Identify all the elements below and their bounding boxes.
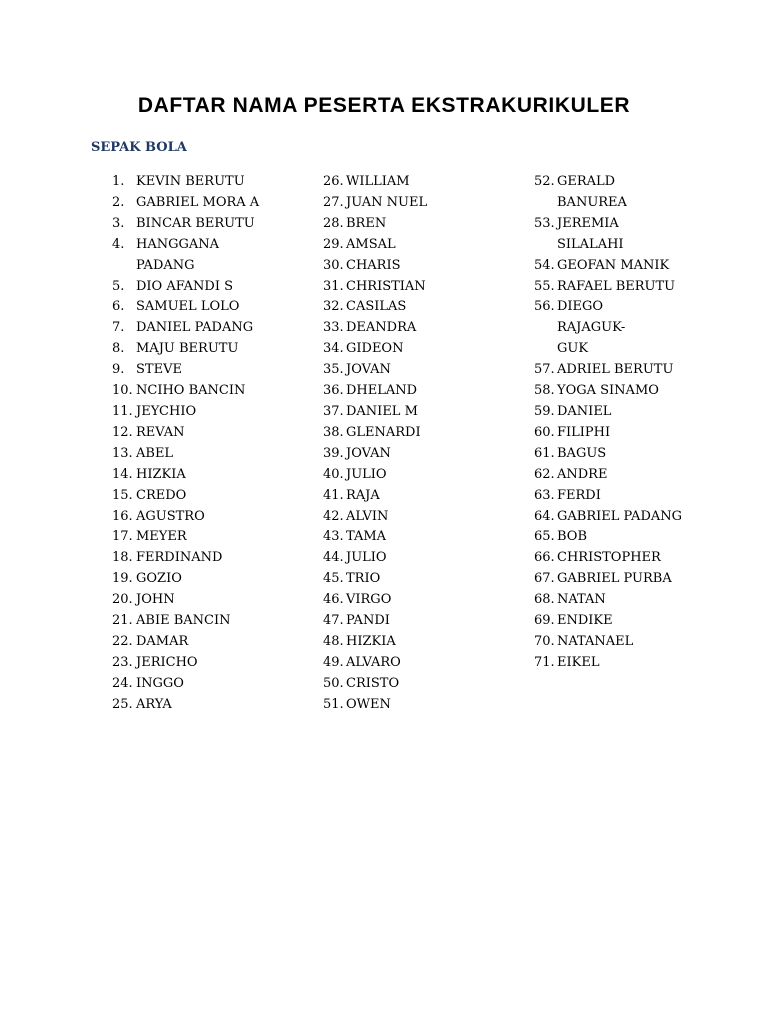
- participant-number: 27.: [323, 194, 344, 210]
- participant-item: [112, 297, 287, 318]
- participant-name: JEREMIA SILALAHI: [557, 215, 624, 252]
- participant-item: [534, 277, 684, 298]
- participant-name: BREN: [346, 215, 387, 231]
- participant-number: 34.: [323, 341, 344, 357]
- participant-item: [112, 507, 287, 528]
- participant-number: 11.: [112, 403, 133, 419]
- participant-number: 48.: [323, 633, 344, 649]
- participant-item: [323, 695, 503, 716]
- participant-number: 63.: [534, 487, 555, 503]
- participant-number: 71.: [534, 654, 555, 670]
- participant-number: 65.: [534, 529, 555, 545]
- participant-name: NATAN: [557, 592, 606, 608]
- participant-number: 61.: [534, 445, 555, 461]
- participant-number: 2.: [112, 194, 125, 210]
- participant-item: [323, 360, 503, 381]
- participant-number: 47.: [323, 613, 344, 629]
- participant-item: [534, 172, 684, 214]
- participant-number: 67.: [534, 571, 555, 587]
- participant-number: 20.: [112, 592, 133, 608]
- participant-name: JULIO: [346, 550, 387, 566]
- participant-item: [534, 632, 684, 653]
- participant-name: DIEGO RAJAGUK- GUK: [557, 299, 626, 357]
- participant-name: RAFAEL BERUTU: [557, 278, 676, 294]
- participant-name: CREDO: [136, 487, 187, 503]
- participant-item: [323, 423, 503, 444]
- participant-number: 41.: [323, 487, 344, 503]
- participant-item: [534, 527, 684, 548]
- participant-item: [323, 172, 503, 193]
- participant-item: [534, 214, 684, 256]
- participant-name: VIRGO: [346, 592, 392, 608]
- participant-item: [112, 193, 287, 214]
- participant-number: 24.: [112, 675, 133, 691]
- participant-number: 40.: [323, 466, 344, 482]
- participant-item: [112, 611, 287, 632]
- participant-item: [112, 569, 287, 590]
- participant-number: 8.: [112, 341, 125, 357]
- participant-number: 25.: [112, 696, 133, 712]
- participant-name: GOZIO: [136, 571, 182, 587]
- participant-number: 12.: [112, 424, 133, 440]
- participant-name: HIZKIA: [346, 633, 396, 649]
- participant-item: [534, 402, 684, 423]
- participant-item: [323, 339, 503, 360]
- participant-number: 17.: [112, 529, 133, 545]
- participant-item: [112, 695, 287, 716]
- participant-name: HIZKIA: [136, 466, 186, 482]
- participant-number: 5.: [112, 278, 125, 294]
- participant-item: [534, 381, 684, 402]
- participant-item: [112, 339, 287, 360]
- participant-name: ENDIKE: [557, 613, 613, 629]
- participant-name: GERALD BANUREA: [557, 174, 627, 210]
- participant-number: 62.: [534, 466, 555, 482]
- participant-name: CHRISTOPHER: [557, 550, 661, 566]
- participant-name: AMSAL: [346, 236, 396, 252]
- participant-number: 60.: [534, 424, 555, 440]
- participant-name: DEANDRA: [346, 320, 417, 336]
- participant-name: WILLIAM: [346, 174, 410, 189]
- participant-item: [323, 632, 503, 653]
- participant-item: [323, 674, 503, 695]
- participant-number: 18.: [112, 550, 133, 566]
- participant-number: 58.: [534, 383, 555, 399]
- participant-item: [323, 318, 503, 339]
- participant-name: ADRIEL BERUTU: [557, 362, 674, 378]
- participant-name: BOB: [557, 529, 588, 545]
- participant-number: 51.: [323, 696, 344, 712]
- participant-name: REVAN: [136, 424, 185, 440]
- participant-number: 30.: [323, 257, 344, 273]
- participant-item: [323, 611, 503, 632]
- participant-item: [112, 214, 287, 235]
- participant-column-1: [112, 172, 287, 716]
- participant-name: GABRIEL PURBA: [557, 571, 672, 587]
- participant-item: [323, 256, 503, 277]
- participant-number: 38.: [323, 424, 344, 440]
- participant-number: 66.: [534, 550, 555, 566]
- participant-number: 57.: [534, 362, 555, 378]
- participant-name: DANIEL M: [346, 403, 418, 419]
- participant-item: [323, 277, 503, 298]
- participant-number: 31.: [323, 278, 344, 294]
- participant-name: JEYCHIO: [136, 403, 197, 419]
- participant-name: MEYER: [136, 529, 187, 545]
- participant-item: [112, 674, 287, 695]
- participant-number: 68.: [534, 592, 555, 608]
- participant-item: [112, 172, 287, 193]
- participant-number: 55.: [534, 278, 555, 294]
- participant-column-2: [323, 172, 503, 716]
- participant-name: FILIPHI: [557, 424, 611, 440]
- participant-item: [534, 590, 684, 611]
- participant-number: 52.: [534, 174, 555, 189]
- participant-number: 26.: [323, 174, 344, 189]
- section-heading: SEPAK BOLA: [91, 140, 187, 155]
- participant-number: 45.: [323, 571, 344, 587]
- participant-item: [323, 507, 503, 528]
- participant-name: DANIEL PADANG: [136, 320, 254, 336]
- participant-item: [112, 548, 287, 569]
- participant-item: [534, 569, 684, 590]
- participant-number: 37.: [323, 403, 344, 419]
- participant-item: [323, 569, 503, 590]
- participant-item: [534, 465, 684, 486]
- participant-item: [534, 653, 684, 674]
- participant-name: DANIEL: [557, 403, 612, 419]
- participant-name: DAMAR: [136, 633, 189, 649]
- participant-name: JOVAN: [346, 362, 391, 378]
- participant-number: 49.: [323, 654, 344, 670]
- participant-number: 64.: [534, 508, 555, 524]
- participant-number: 9.: [112, 362, 125, 378]
- participant-item: [323, 465, 503, 486]
- participant-name: CASILAS: [346, 299, 407, 315]
- participant-number: 6.: [112, 299, 125, 315]
- participant-name: NCIHO BANCIN: [136, 383, 246, 399]
- participant-name: ALVIN: [346, 508, 389, 524]
- participant-item: [534, 256, 684, 277]
- participant-number: 36.: [323, 383, 344, 399]
- participant-item: [323, 235, 503, 256]
- participant-name: JOHN: [136, 592, 175, 608]
- participant-name: JULIO: [346, 466, 387, 482]
- participant-number: 1.: [112, 174, 125, 189]
- participant-item: [112, 527, 287, 548]
- participant-name: GABRIEL MORA A: [136, 194, 260, 210]
- participant-item: [323, 590, 503, 611]
- participant-name: NATANAEL: [557, 633, 634, 649]
- participant-name: BAGUS: [557, 445, 607, 461]
- participant-name: JERICHO: [136, 654, 198, 670]
- participant-number: 16.: [112, 508, 133, 524]
- participant-item: [112, 381, 287, 402]
- participant-name: MAJU BERUTU: [136, 341, 239, 357]
- participant-item: [323, 527, 503, 548]
- participant-number: 15.: [112, 487, 133, 503]
- participant-name: ABIE BANCIN: [136, 613, 231, 629]
- participant-number: 54.: [534, 257, 555, 273]
- participant-number: 50.: [323, 675, 344, 691]
- participant-item: [112, 590, 287, 611]
- participant-column-3: [534, 172, 684, 674]
- participant-item: [323, 193, 503, 214]
- participant-name: INGGO: [136, 675, 184, 691]
- participant-number: 10.: [112, 383, 133, 399]
- participant-name: CHARIS: [346, 257, 401, 273]
- participant-name: STEVE: [136, 362, 182, 378]
- participant-number: 22.: [112, 633, 133, 649]
- participant-item: [534, 611, 684, 632]
- participant-name: CRISTO: [346, 675, 400, 691]
- participant-number: 59.: [534, 403, 555, 419]
- participant-name: BINCAR BERUTU: [136, 215, 255, 231]
- participant-number: 56.: [534, 299, 555, 315]
- participant-item: [112, 423, 287, 444]
- participant-item: [112, 318, 287, 339]
- participant-item: [112, 235, 287, 277]
- participant-name: GIDEON: [346, 341, 404, 357]
- participant-number: 3.: [112, 215, 125, 231]
- participant-name: PANDI: [346, 613, 390, 629]
- participant-number: 29.: [323, 236, 344, 252]
- participant-item: [112, 402, 287, 423]
- participant-item: [112, 486, 287, 507]
- participant-name: HANGGANA PADANG: [136, 236, 220, 273]
- participant-name: ABEL: [136, 445, 174, 461]
- participant-number: 33.: [323, 320, 344, 336]
- participant-item: [534, 360, 684, 381]
- participant-name: YOGA SINAMO: [557, 383, 659, 399]
- participant-number: 23.: [112, 654, 133, 670]
- participant-number: 35.: [323, 362, 344, 378]
- participant-name: AGUSTRO: [136, 508, 205, 524]
- participant-name: FERDI: [557, 487, 601, 503]
- participant-name: DHELAND: [346, 383, 418, 399]
- participant-name: OWEN: [346, 696, 391, 712]
- participant-number: 21.: [112, 613, 133, 629]
- participant-name: RAJA: [346, 487, 380, 503]
- participant-item: [534, 486, 684, 507]
- participant-item: [534, 548, 684, 569]
- participant-name: JOVAN: [346, 445, 391, 461]
- participant-item: [323, 653, 503, 674]
- participant-name: SAMUEL LOLO: [136, 299, 240, 315]
- participant-number: 4.: [112, 236, 125, 252]
- participant-number: 39.: [323, 445, 344, 461]
- participant-item: [534, 507, 684, 528]
- document-title: DAFTAR NAMA PESERTA EKSTRAKURIKULER: [137, 94, 631, 117]
- participant-name: ARYA: [136, 696, 172, 712]
- participant-number: 53.: [534, 215, 555, 231]
- participant-number: 44.: [323, 550, 344, 566]
- participant-name: CHRISTIAN: [346, 278, 426, 294]
- participant-name: FERDINAND: [136, 550, 223, 566]
- participant-number: 42.: [323, 508, 344, 524]
- participant-number: 28.: [323, 215, 344, 231]
- participant-item: [323, 444, 503, 465]
- participant-item: [323, 297, 503, 318]
- participant-item: [112, 444, 287, 465]
- participant-item: [112, 465, 287, 486]
- participant-number: 13.: [112, 445, 133, 461]
- participant-item: [112, 277, 287, 298]
- participant-number: 46.: [323, 592, 344, 608]
- participant-number: 19.: [112, 571, 133, 587]
- participant-item: [112, 632, 287, 653]
- participant-number: 32.: [323, 299, 344, 315]
- participant-name: ANDRE: [557, 466, 608, 482]
- participant-name: KEVIN BERUTU: [136, 174, 245, 189]
- participant-number: 70.: [534, 633, 555, 649]
- participant-name: DIO AFANDI S: [136, 278, 233, 294]
- participant-item: [323, 381, 503, 402]
- participant-name: TRIO: [346, 571, 381, 587]
- participant-item: [534, 297, 684, 360]
- participant-number: 69.: [534, 613, 555, 629]
- participant-item: [323, 486, 503, 507]
- participant-item: [112, 653, 287, 674]
- participant-name: GLENARDI: [346, 424, 421, 440]
- participant-name: ALVARO: [346, 654, 401, 670]
- participant-number: 14.: [112, 466, 133, 482]
- participant-item: [323, 548, 503, 569]
- participant-item: [534, 444, 684, 465]
- participant-name: TAMA: [346, 529, 387, 545]
- participant-name: GABRIEL PADANG: [557, 508, 683, 524]
- participant-item: [323, 402, 503, 423]
- participant-item: [534, 423, 684, 444]
- participant-item: [112, 360, 287, 381]
- participant-name: GEOFAN MANIK: [557, 257, 670, 273]
- participant-number: 7.: [112, 320, 125, 336]
- participant-name: EIKEL: [557, 654, 600, 670]
- participant-name: JUAN NUEL: [346, 194, 428, 210]
- participant-number: 43.: [323, 529, 344, 545]
- participant-item: [323, 214, 503, 235]
